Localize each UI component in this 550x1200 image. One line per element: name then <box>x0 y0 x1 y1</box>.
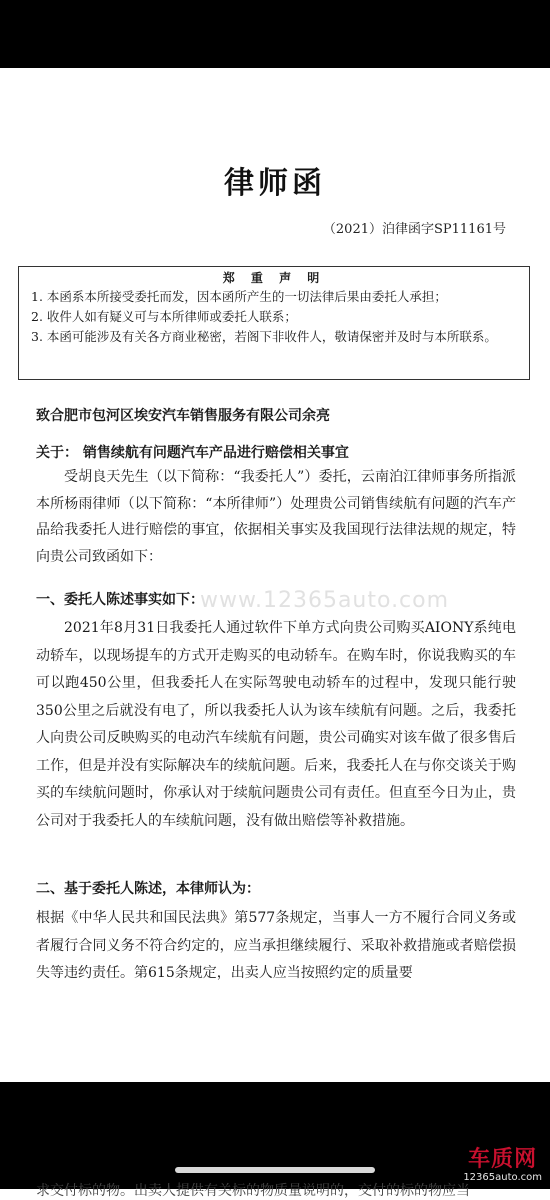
brand-logo-url: 12365auto.com <box>463 1172 542 1183</box>
subject-line: 关于： 销售续航有问题汽车产品进行赔偿相关事宜 <box>36 445 349 461</box>
section2-paragraph: 根据《中华人民共和国民法典》第577条规定，当事人一方不履行合同义务或者履行合同义务不符合约定的，应当承担继续履行、采取补救措施或者赔偿损失等违约责任。第615条规定，出卖人应当按照约定的质量要 <box>36 910 516 981</box>
notice-item: 2. 收件人如有疑义可与本所律师或委托人联系； <box>31 309 297 324</box>
top-black-bar <box>0 0 550 68</box>
watermark: www.12365auto.com <box>200 588 450 613</box>
notice-title: 郑 重 声 明 <box>222 271 326 285</box>
document-title: 律师函 <box>224 166 326 201</box>
letter-page <box>0 68 550 1082</box>
brand-logo-text: 车质网 <box>468 1147 538 1172</box>
notice-item: 1. 本函系本所接受委托而发，因本函所产生的一切法律后果由委托人承担； <box>31 289 447 304</box>
cutoff-next-page-text: 求交付标的物。出卖人提供有关标的物质量说明的，交付的标的物应当 <box>36 1183 470 1199</box>
home-indicator[interactable] <box>175 1167 375 1173</box>
section1-heading: 一、委托人陈述事实如下： <box>36 592 204 608</box>
brand-logo <box>463 1148 542 1184</box>
section1-paragraph: 2021年8月31日我委托人通过软件下单方式向贵公司购买AIONY系纯电动轿车，以现场提车的方式开走购买的电动轿车。在购车时，你说我购买的车可以跑450公里，但我委托人在实际驾驶电动轿车的过程中，发现只能行驶350公里之后就没有电了，所以我委托人认为该车续航有问题。之后，我委托人向贵公司反映购买的电动汽车续航有问题，贵公司确实对该车做了很多售后工作，但是并没有实际解决车的续航问题。后来，我委托人在与你交谈关于购买的车续航问题时，你承认对于续航问题贵公司有责任。但直至今日为止，贵公司对于我委托人的车续航问题，没有做出赔偿等补救措施。 <box>36 620 516 829</box>
document-number: （2021）泊律函字SP11161号 <box>322 222 506 237</box>
addressee-line: 致合肥市包河区埃安汽车销售服务有限公司余亮 <box>36 408 330 424</box>
notice-box <box>18 266 530 380</box>
notice-item: 3. 本函可能涉及有关各方商业秘密，若阁下非收件人，敬请保密并及时与本所联系。 <box>31 329 497 344</box>
section2-heading: 二、基于委托人陈述，本律师认为： <box>36 881 260 897</box>
intro-paragraph: 受胡良天先生（以下简称：“我委托人”）委托，云南泊江律师事务所指派本所杨雨律师（以下简称：“本所律师”）处理贵公司销售续航有问题的汽车产品给我委托人进行赔偿的事宜，依据相关事实及我国现行法律法规的规定，特向贵公司致函如下： <box>36 469 516 565</box>
